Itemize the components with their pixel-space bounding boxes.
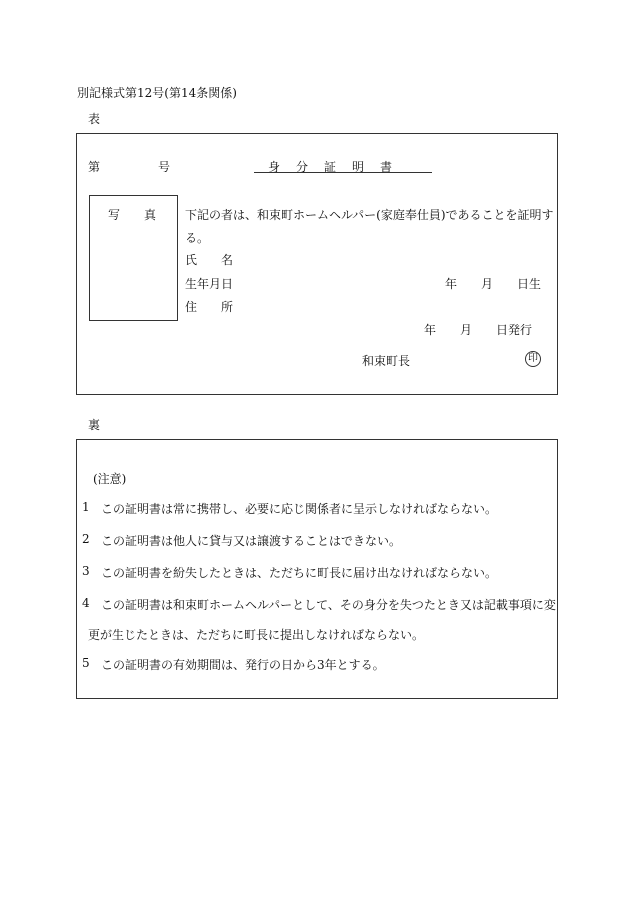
notice-title: (注意) <box>93 472 127 486</box>
notice-item-text: この証明書を紛失したときは、ただちに町長に届け出なければならない。 <box>101 566 498 580</box>
notice-item-text: この証明書は和束町ホームヘルパーとして、その身分を失つたとき又は記載事項に変 <box>101 598 556 612</box>
notice-item-number: 1 <box>82 500 90 514</box>
notice-item-text: この証明書は他人に貸与又は譲渡することはできない。 <box>101 534 402 548</box>
notice-item-number: 2 <box>82 532 90 546</box>
notice-item-number: 5 <box>82 656 90 670</box>
title-underline <box>254 172 432 173</box>
photo-label: 写 真 <box>108 208 157 222</box>
front-side-label: 表 <box>88 112 101 126</box>
certification-text-line1: 下記の者は、和束町ホームヘルパー(家庭奉仕員)であることを証明す <box>185 208 554 222</box>
photo-frame <box>89 195 178 321</box>
issue-date: 年 月 日発行 <box>424 323 533 337</box>
address-label: 住 所 <box>185 300 234 314</box>
issuer-label: 和束町長 <box>362 354 411 368</box>
certification-text-line2: る。 <box>185 231 210 245</box>
birthdate-suffix: 年 月 日生 <box>445 277 542 291</box>
number-prefix: 第 <box>88 160 101 174</box>
seal-mark: 印 <box>525 351 541 367</box>
certificate-title: 身 分 証 明 書 <box>268 160 395 174</box>
back-side-label: 裏 <box>88 418 101 432</box>
notice-item-number: 4 <box>82 596 90 610</box>
notice-item-text: この証明書の有効期間は、発行の日から3年とする。 <box>101 658 385 672</box>
number-suffix: 号 <box>158 160 171 174</box>
notice-item-continuation: 更が生じたときは、ただちに町長に提出しなければならない。 <box>88 628 425 642</box>
name-label: 氏 名 <box>185 253 234 267</box>
form-number-label: 別記様式第12号(第14条関係) <box>77 86 237 100</box>
notice-item-number: 3 <box>82 564 90 578</box>
birthdate-label: 生年月日 <box>185 277 234 291</box>
notice-item-text: この証明書は常に携帯し、必要に応じ関係者に呈示しなければならない。 <box>101 502 498 516</box>
